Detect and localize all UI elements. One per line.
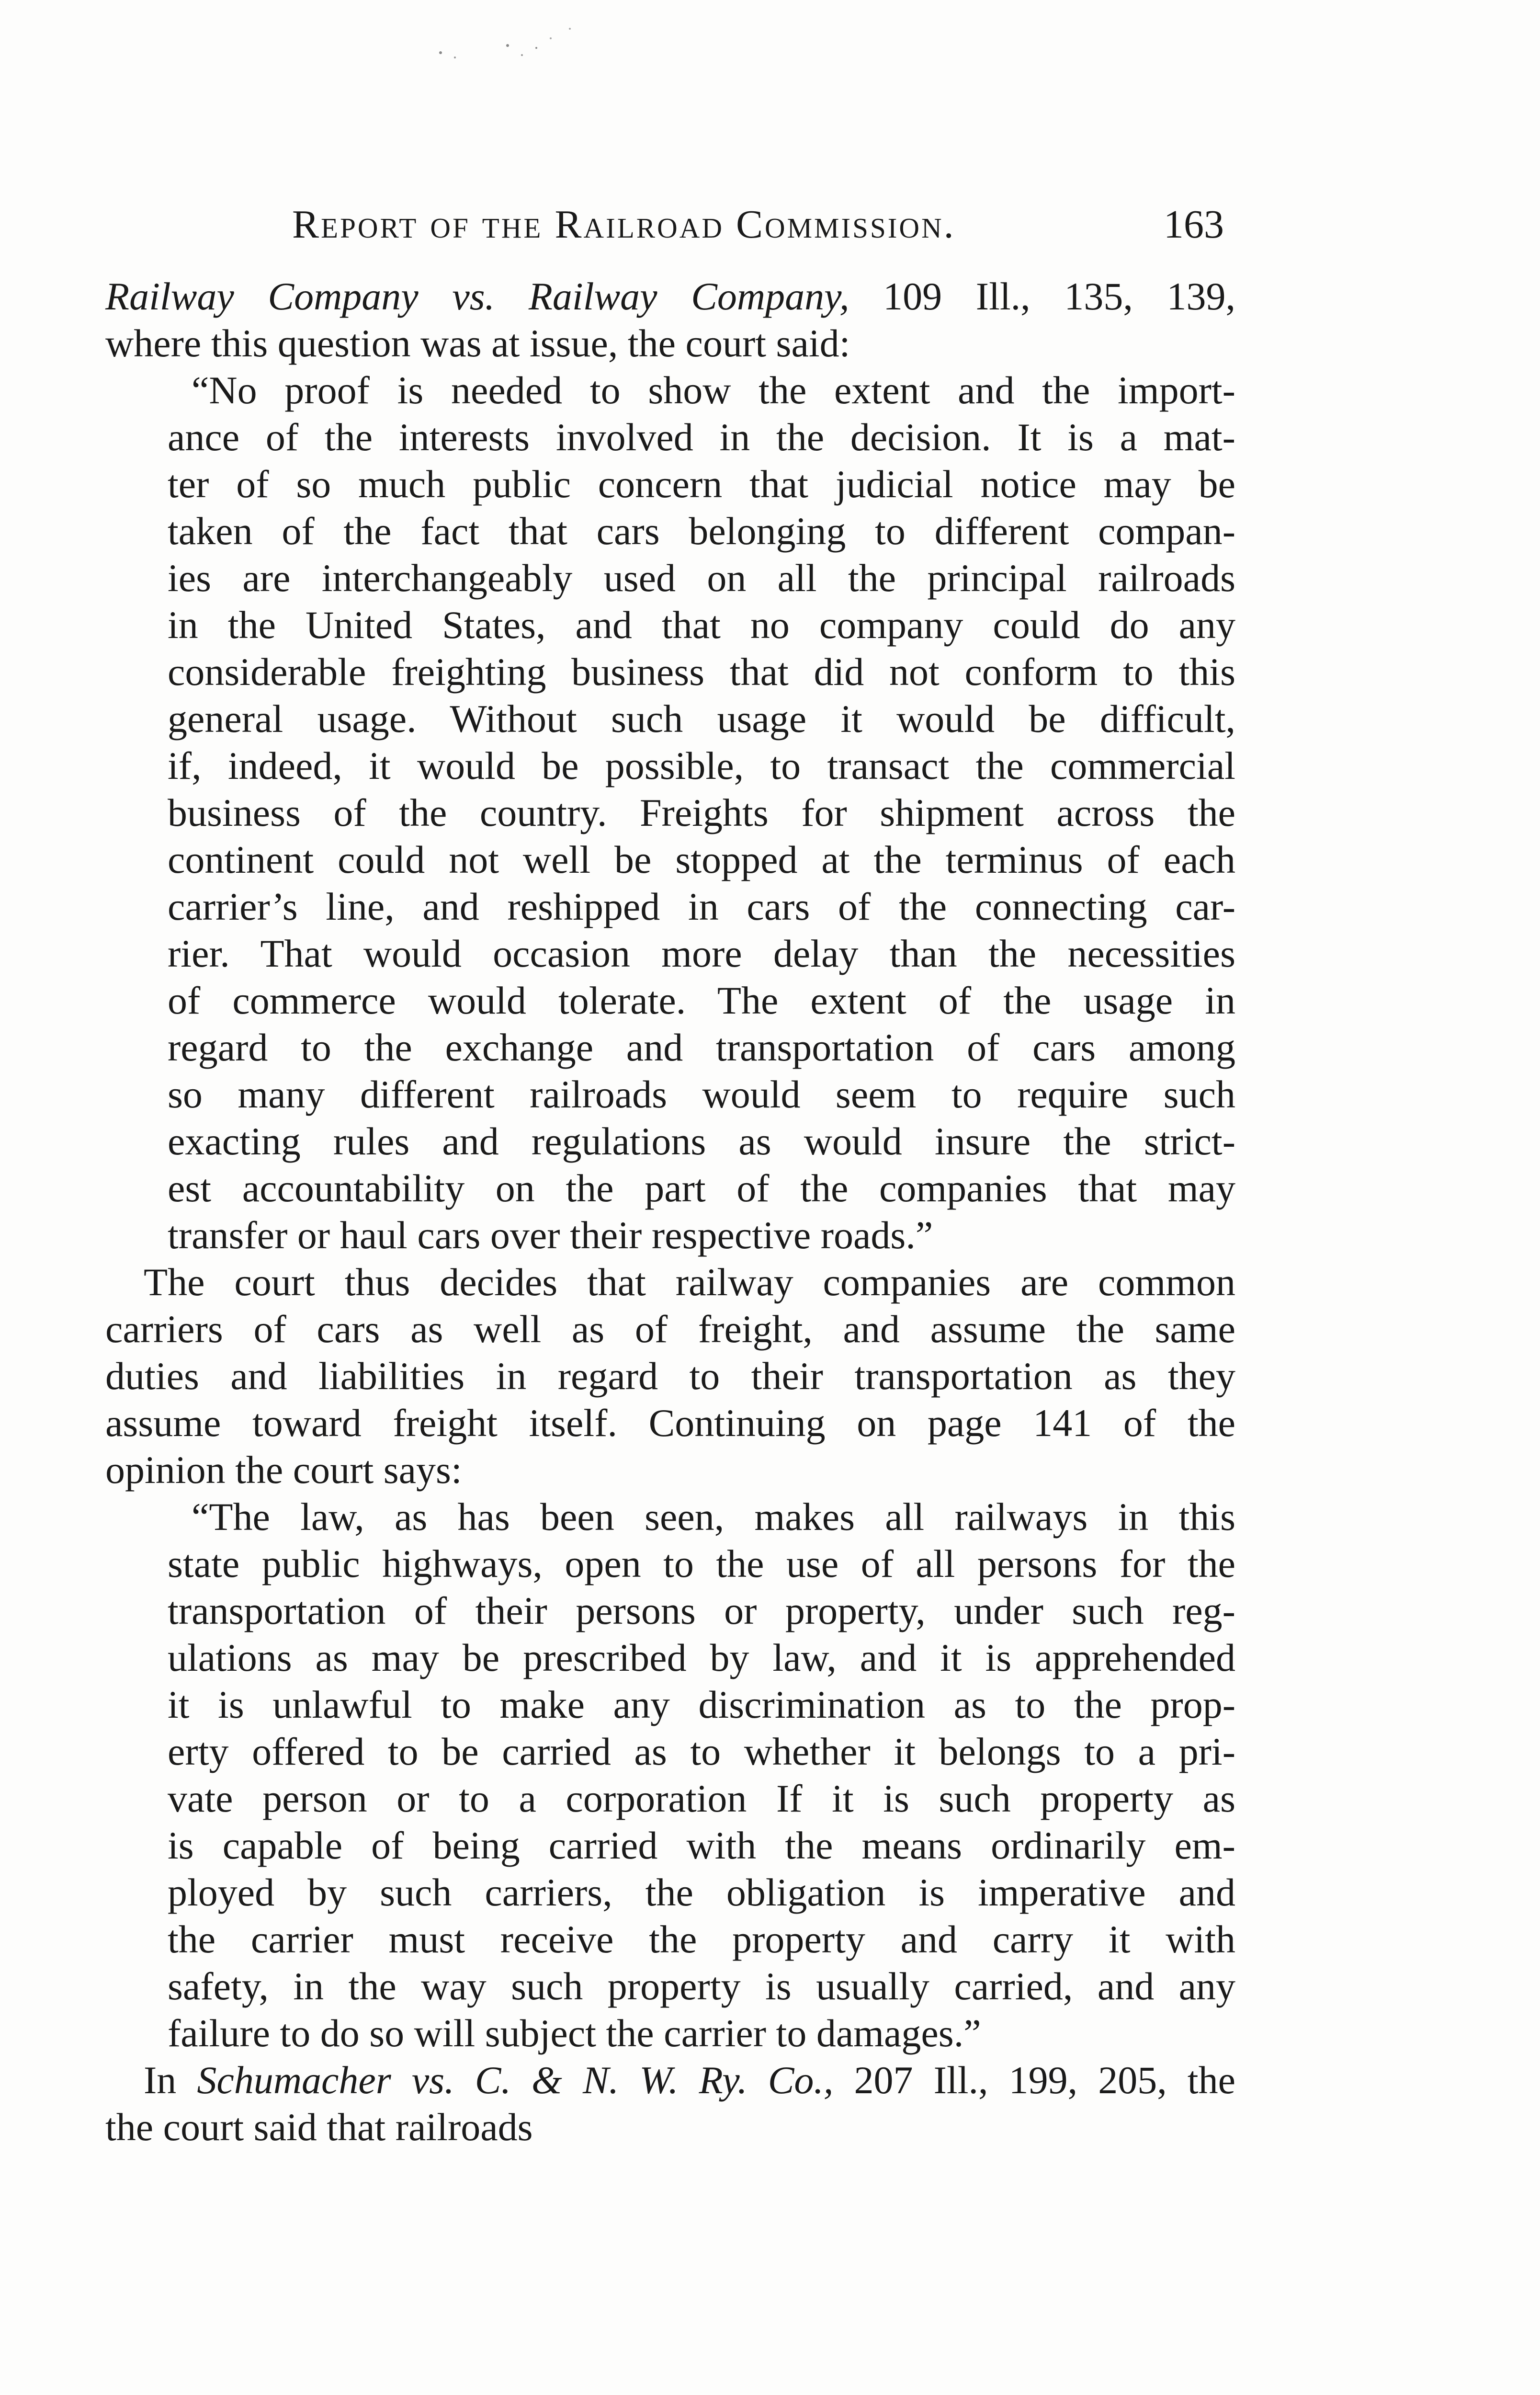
page-header — [105, 201, 1255, 259]
text-line: where this question was at issue, the court said: — [105, 321, 850, 365]
block-quote-1 — [105, 367, 1235, 1259]
quote-line: ployed by such carriers, the obligation is imperative and — [168, 1870, 1235, 1914]
quote-line: is capable of being carried with the means ordinarily em- — [168, 1824, 1235, 1867]
quote-line: ter of so much public concern that judicial notice may be — [168, 462, 1235, 506]
quote-line: taken of the fact that cars belonging to different compan- — [168, 509, 1235, 553]
text-fragment: In — [144, 2058, 197, 2102]
quote-line: ance of the interests involved in the decision. It is a mat- — [168, 415, 1235, 459]
quote-line: it is unlawful to make any discrimination as to the prop- — [168, 1683, 1235, 1726]
quote-line: transfer or haul cars over their respective roads.” — [168, 1213, 933, 1257]
quote-line: erty offered to be carried as to whether it belongs to a pri- — [168, 1730, 1235, 1773]
text-line — [105, 273, 1235, 320]
quote-line: ies are interchangeably used on all the principal railroads — [168, 556, 1235, 600]
quote-line: est accountability on the part of the companies that may — [168, 1166, 1235, 1210]
running-head: Report of the Railroad Commission. — [292, 202, 956, 247]
paragraph-2 — [105, 1259, 1235, 1494]
quote-line: safety, in the way such property is usually carried, and any — [168, 1964, 1235, 2008]
quote-line: ulations as may be prescribed by law, and it is apprehended — [168, 1636, 1235, 1679]
quote-line: in the United States, and that no company could do any — [168, 603, 1235, 647]
paragraph-line: assume toward freight itself. Continuing on page 141 of the — [105, 1401, 1235, 1445]
paragraph-line: duties and liabilities in regard to their transportation as they — [105, 1354, 1235, 1398]
quote-line: the carrier must receive the property and carry it with — [168, 1917, 1235, 1961]
paragraph-line: carriers of cars as well as of freight, and assume the same — [105, 1307, 1235, 1351]
quote-line: regard to the exchange and transportation of cars among — [168, 1026, 1235, 1069]
quote-line: business of the country. Freights for shipment across the — [168, 791, 1235, 834]
citation-reference: 207 Ill., 199, 205, the — [833, 2058, 1235, 2102]
body-text — [105, 273, 1235, 2151]
quote-line: considerable freighting business that did not conform to this — [168, 650, 1235, 694]
case-citation: Schumacher vs. C. & N. W. Ry. Co., — [197, 2058, 834, 2102]
quote-line: carrier’s line, and reshipped in cars of the connecting car- — [168, 885, 1235, 928]
quote-line: failure to do so will subject the carrier to damages.” — [168, 2011, 981, 2055]
paragraph-line: the court said that railroads — [105, 2105, 533, 2149]
quote-line: general usage. Without such usage it would be difficult, — [168, 697, 1235, 741]
paragraph-line: opinion the court says: — [105, 1448, 462, 1492]
scan-specks — [412, 19, 603, 72]
quote-line: rier. That would occasion more delay than the necessities — [168, 932, 1235, 975]
quote-line: exacting rules and regulations as would insure the strict- — [168, 1119, 1235, 1163]
quote-line: if, indeed, it would be possible, to transact the commercial — [168, 744, 1235, 787]
block-quote-2 — [105, 1494, 1235, 2057]
quote-line: continent could not well be stopped at the terminus of each — [168, 838, 1235, 881]
quote-line: of commerce would tolerate. The extent of the usage in — [168, 979, 1235, 1022]
paragraph-line — [105, 2057, 1235, 2104]
quote-line: transportation of their persons or property, under such reg- — [168, 1589, 1235, 1632]
quote-line: state public highways, open to the use of all persons for the — [168, 1542, 1235, 1585]
quote-line: vate person or to a corporation If it is such property as — [168, 1777, 1235, 1820]
case-citation: Railway Company vs. Railway Company, — [105, 274, 849, 318]
citation-reference: 109 Ill., 135, 139, — [849, 274, 1235, 318]
quote-line: so many different railroads would seem to require such — [168, 1072, 1235, 1116]
paragraph-line: The court thus decides that railway companies are common — [144, 1260, 1235, 1304]
quote-line: “The law, as has been seen, makes all railways in this — [192, 1495, 1235, 1539]
page-number: 163 — [1164, 202, 1224, 247]
quote-line: “No proof is needed to show the extent and the import- — [192, 368, 1235, 412]
